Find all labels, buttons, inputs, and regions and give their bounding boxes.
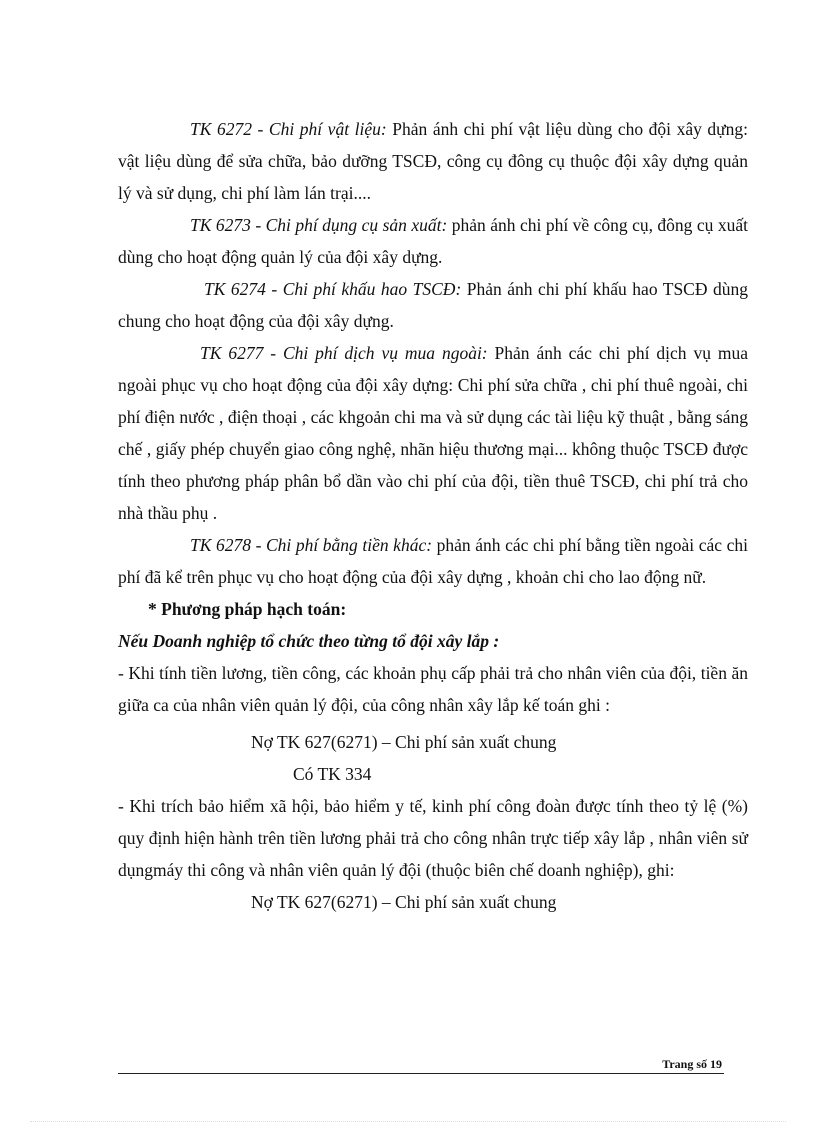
term-tk6272: TK 6272 - Chi phí vật liệu: (190, 119, 387, 139)
term-tk6274: TK 6274 - Chi phí khấu hao TSCĐ: (204, 279, 462, 299)
term-tk6277: TK 6277 - Chi phí dịch vụ mua ngoài: (200, 343, 488, 363)
paragraph-tk6277 (118, 337, 748, 529)
page-number: Trang số 19 (662, 1057, 722, 1071)
case-heading: Nếu Doanh nghiệp tổ chức theo từng tổ đội xây lắp : (118, 631, 500, 651)
desc-tk6272: Phản ánh chi phí vật liệu dùng cho đội xây dựng: vật liệu dùng để sửa chữa, bảo dưỡng TSCĐ, công cụ đông cụ thuộc đội xây dựng quản lý và sử dụng, chi phí làm lán trại.... (118, 119, 749, 203)
paragraph-tk6278 (118, 529, 748, 593)
paragraph-tk6274 (118, 273, 748, 337)
journal-entry-credit: Có TK 334 (293, 764, 372, 784)
paragraph-tk6273 (118, 209, 748, 273)
term-tk6278: TK 6278 - Chi phí bằng tiền khác: (190, 535, 433, 555)
journal-entry-debit: Nợ TK 627(6271) – Chi phí sản xuất chung (251, 732, 557, 752)
desc-tk6274: Phản ánh chi phí khấu hao TSCĐ dùng chung cho hoạt động của đội xây dựng. (118, 279, 748, 331)
step-insurance: - Khi trích bảo hiểm xã hội, bảo hiểm y tế, kinh phí công đoàn được tính theo tỷ lệ (%) quy định hiện hành trên tiền lương phải trả cho công nhân trực tiếp xây lắp , nhân viên sử dụngmáy thi công và nhân viên quản lý đội (thuộc biên chế doanh nghiệp), ghi: (118, 796, 748, 880)
journal-entry-debit-2: Nợ TK 627(6271) – Chi phí sản xuất chung (251, 892, 557, 912)
step-salary: - Khi tính tiền lương, tiền công, các khoản phụ cấp phải trả cho nhân viên của đội, tiền ăn giữa ca của nhân viên quản lý đội, của công nhân xây lắp kế toán ghi : (118, 663, 748, 715)
method-heading: * Phương pháp hạch toán: (148, 599, 347, 619)
term-tk6273: TK 6273 - Chi phí dụng cụ sản xuất: (190, 215, 448, 235)
footer-rule (118, 1073, 724, 1074)
document-body (118, 113, 748, 918)
desc-tk6278: phản ánh các chi phí bằng tiền ngoài các chi phí đã kể trên phục vụ cho hoạt động của đội xây dựng , khoản chi cho lao động nữ. (118, 535, 748, 587)
page-edge-divider (30, 1121, 786, 1122)
desc-tk6273: phản ánh chi phí về công cụ, đông cụ xuất dùng cho hoạt động quản lý của đội xây dựng. (118, 215, 748, 267)
desc-tk6277: Phản ánh các chi phí dịch vụ mua ngoài phục vụ cho hoạt động của đội xây dựng: Chi phí sửa chữa , chi phí thuê ngoài, chi phí điện nước , điện thoại , các khgoản chi ma và sử dụng các tài liệu kỹ thuật , bằng sáng chế , giấy phép chuyển giao công nghệ, nhãn hiệu thương mại... không thuộc TSCĐ được tính theo phương pháp phân bổ dần vào chi phí của đội, tiền thuê TSCĐ, chi phí trả cho nhà thầu phụ . (118, 343, 748, 523)
paragraph-tk6272 (118, 113, 748, 209)
